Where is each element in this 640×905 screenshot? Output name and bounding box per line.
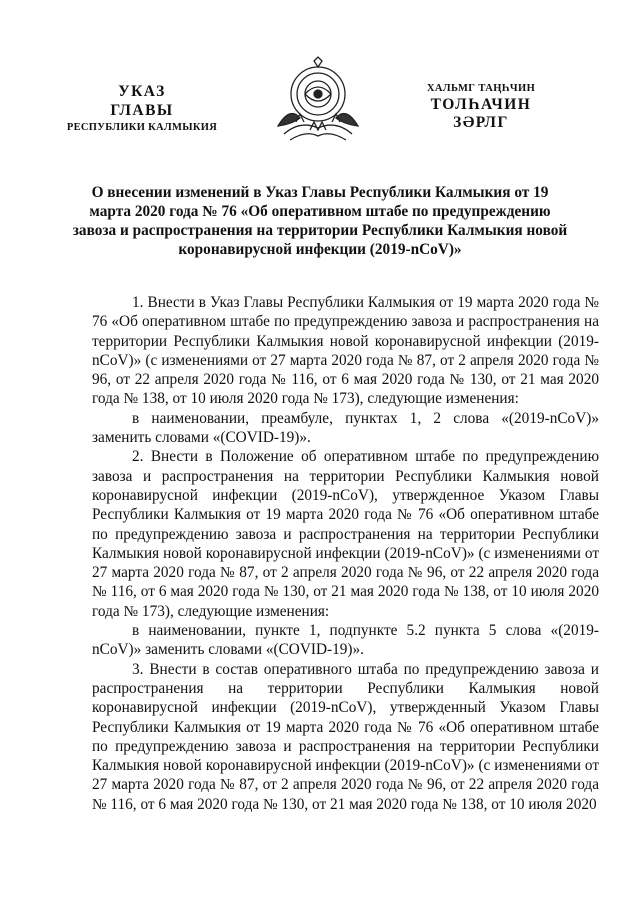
paragraph-3: 2. Внести в Положение об оперативном штабе по предупреждению завоза и распространения на территории Республики Калмыкия новой коронавирусной инфекции (2019-nCoV), утвержденное Указом Главы Республики Калмыкия от 19 марта 2020 года № 76 «Об оперативном штабе по предупреждению завоза и распространения на территории Республики Калмыкия новой коронавирусной инфекции (2019-nCoV)» (с изменениями от 27 марта 2020 года № 87, от 2 апреля 2020 года № 96, от 22 апреля 2020 года № 116, от 6 мая 2020 года № 130, от 21 мая 2020 года № 138, от 10 июля 2020 года № 173), следующие изменения: [92,448,599,620]
header-right-line-2: ТОЛҺАЧИН [430,95,532,113]
header-left-line-1: УКАЗ [118,83,166,100]
paragraph-2: в наименовании, преамбуле, пунктах 1, 2 слова «(2019-nCoV)» заменить словами «(COVID-19)». [92,409,599,447]
paragraph-1: 1. Внести в Указ Главы Республики Калмыкия от 19 марта 2020 года № 76 «Об оперативном штабе по предупреждению завоза и распространения на территории Республики Калмыкия новой коронавирусной инфекции (2019-nCoV)» (с изменениями от 27 марта 2020 года № 87, от 2 апреля 2020 года № 96, от 22 апреля 2020 года № 116, от 6 мая 2020 года № 130, от 21 мая 2020 года № 138, от 10 июля 2020 года № 173), следующие изменения: [92,294,599,408]
header-left-line-2: ГЛАВЫ [110,101,174,119]
document-body [92,293,599,814]
header-right-line-1: ХАЛЬМГ ТАҢҺЧИН [426,83,536,94]
document-title: О внесении изменений в Указ Главы Республики Калмыкия от 19 марта 2020 года № 76 «Об оперативном штабе по предупреждению завоза и распространения на территории Республики Калмыкия новой коронавирусной инфекции (2019-nCoV)» [72,184,568,258]
header-left-block [52,83,232,135]
paragraph-4: в наименовании, пункте 1, подпункте 5.2 пункта 5 слова «(2019-nCoV)» заменить словами «(COVID-19)». [92,622,599,659]
header-right-line-3: ЗӘРЛГ [453,114,509,132]
header-left-line-3: РЕСПУБЛИКИ КАЛМЫКИЯ [66,122,218,134]
kalmykia-coat-of-arms-icon [270,56,366,144]
header-right-block [392,83,570,133]
paragraph-5: 3. Внести в состав оперативного штаба по предупреждению завоза и распространения на территории Республики Калмыкия новой коронавирусной инфекции (2019-nCoV), утвержденный Указом Главы Республики Калмыкия от 19 марта 2020 года № 76 «Об оперативном штабе по предупреждению завоза и распространения на территории Республики Калмыкия новой коронавирусной инфекции (2019-nCoV)» (с изменениями от 27 марта 2020 года № 87, от 2 апреля 2020 года № 96, от 22 апреля 2020 года № 116, от 6 мая 2020 года № 130, от 21 мая 2020 года № 138, от 10 июля 2020 [92,660,599,813]
